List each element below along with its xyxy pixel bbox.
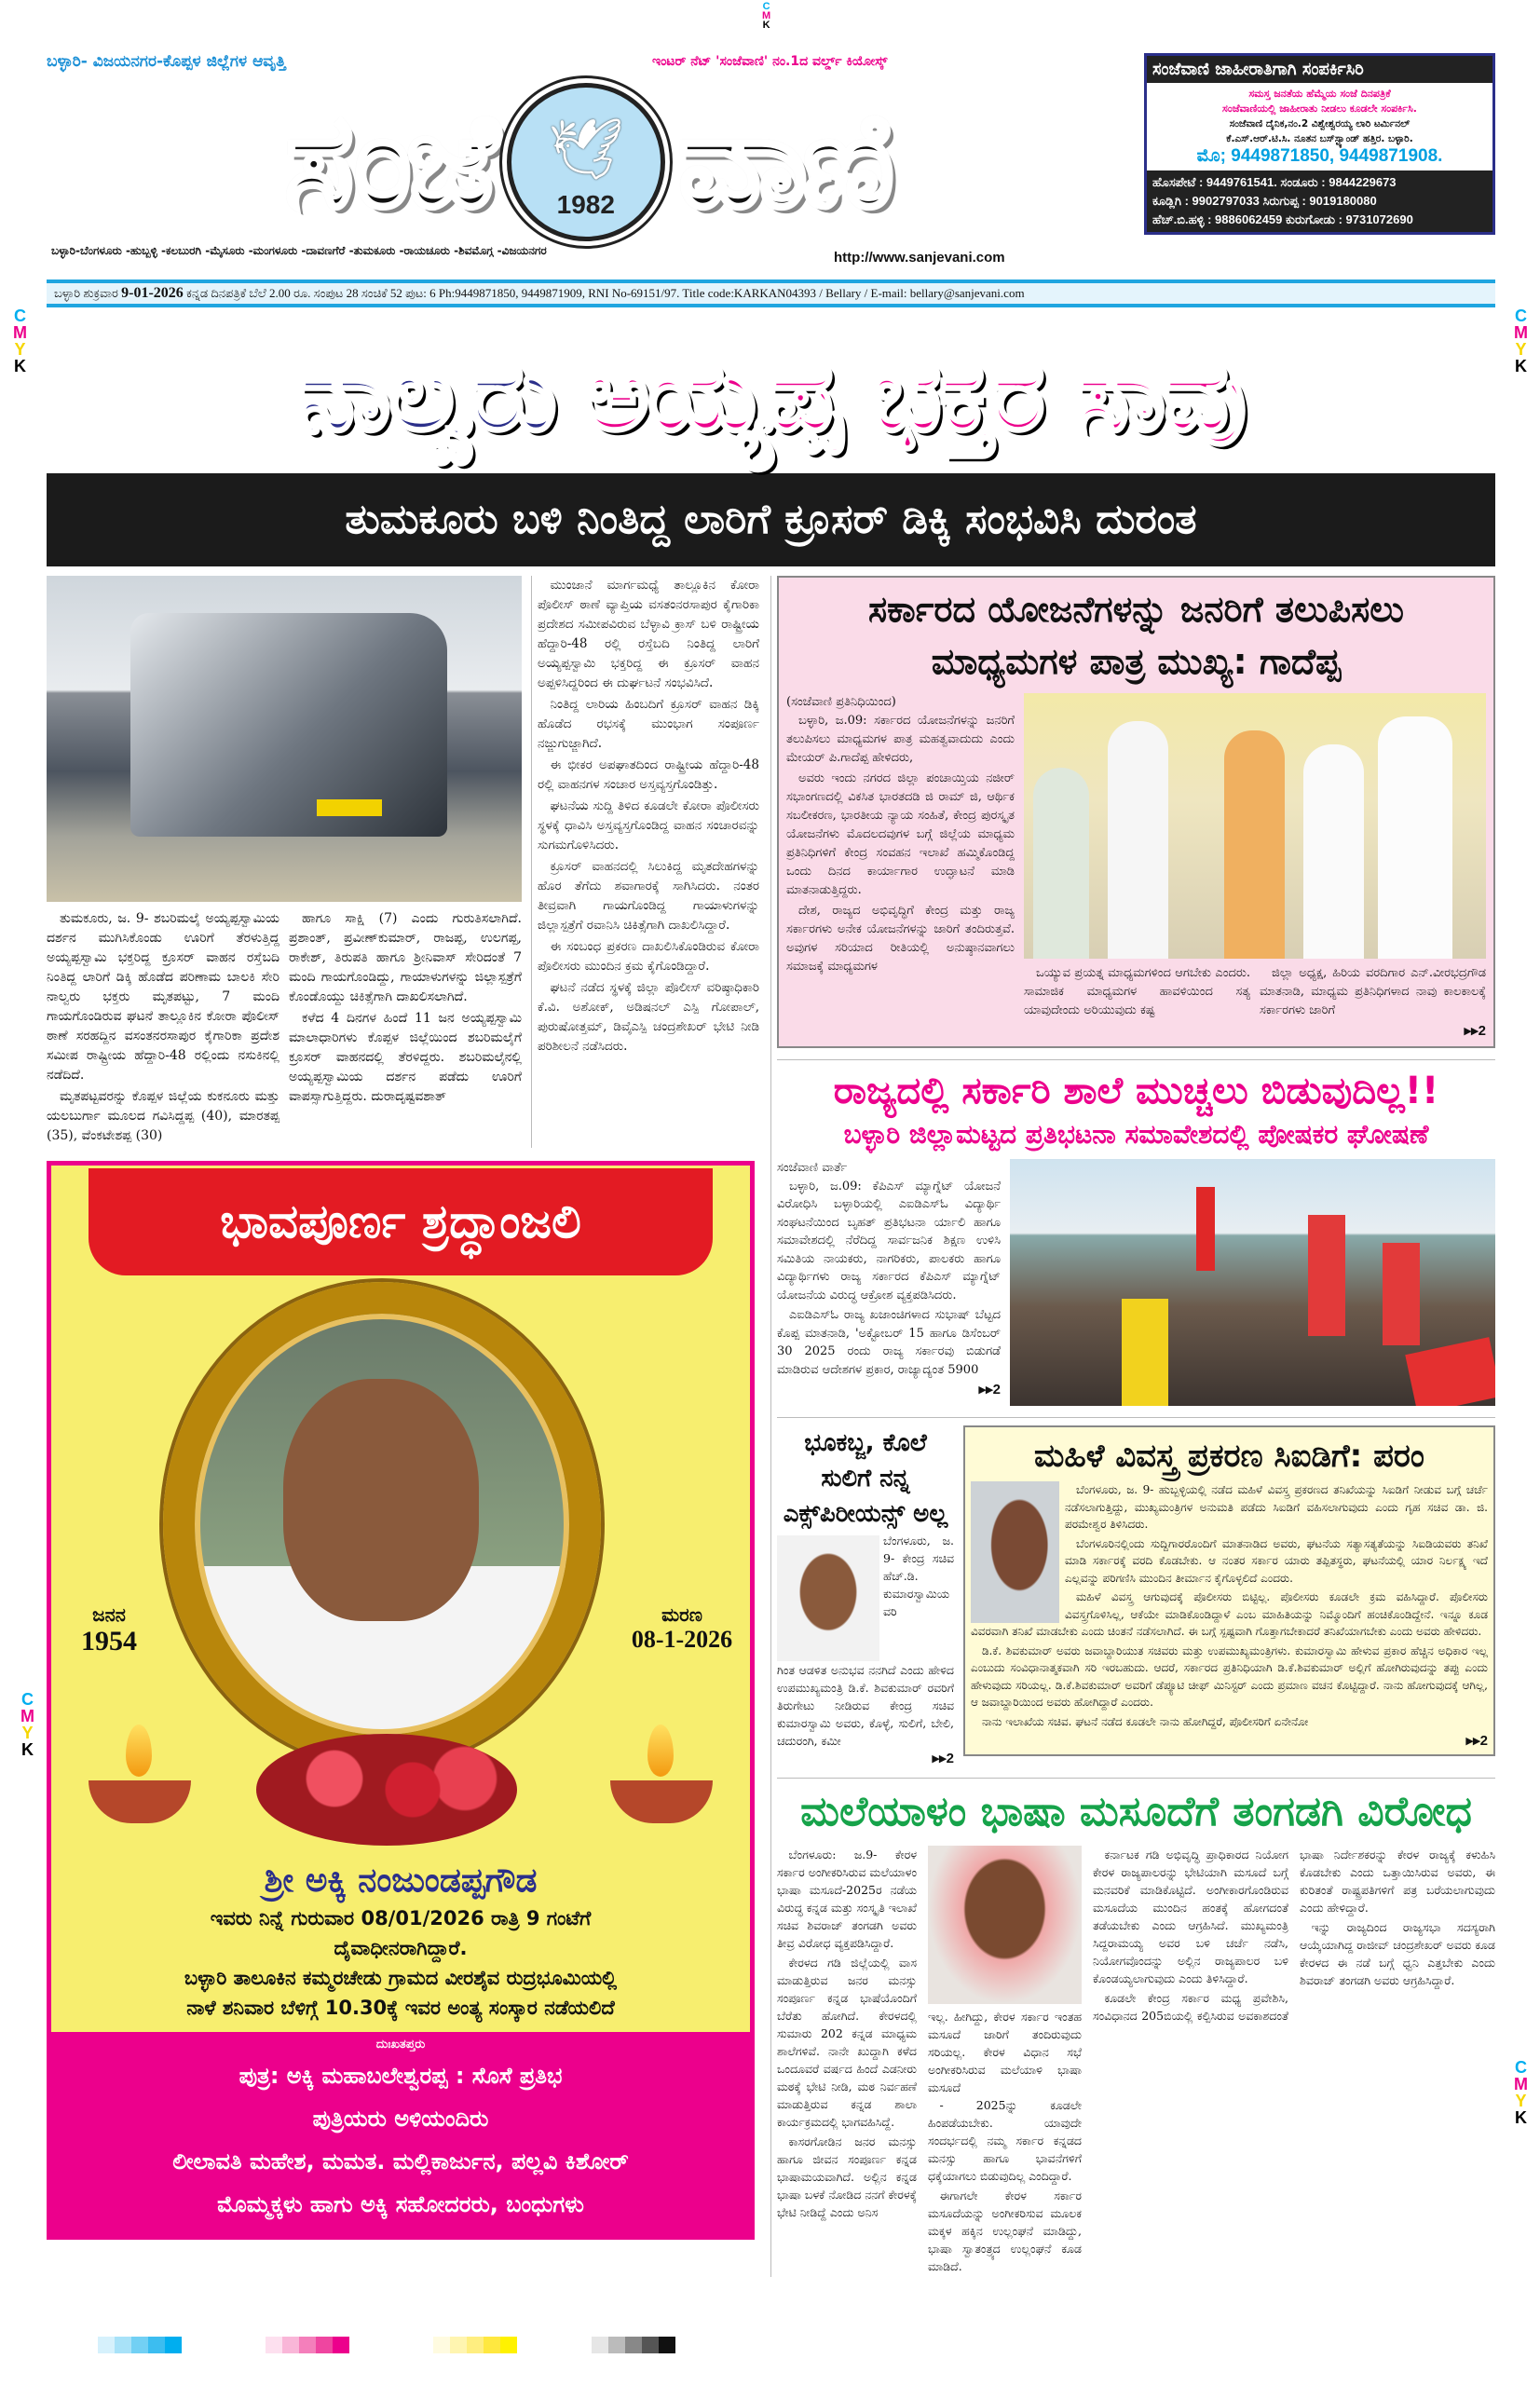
logo-word-left: ಸಂಜೆ [284, 86, 494, 238]
registration-mark-top: C M K [762, 1, 771, 31]
paragraph: ಬಳ್ಳಾರಿ, ಜ.09: ಕೆಪಿಎಸ್ ಮ್ಯಾಗ್ನೆಟ್ ಯೋಜನೆ ವಿರೋಧಿಸಿ ಬಳ್ಳಾರಿಯಲ್ಲಿ ಎಐಡಿಎಸ್‌ಓ ವಿದ್ಯಾರ್ಥಿ ಸಂಘಟನೆಯಿಂದ ಬೃಹತ್ ಪ್ರತಿಭಟನಾ ರ್ಯಾಲಿ ಹಾಗೂ ಸಮಾವೇಶದಲ್ಲಿ ನೆರೆದಿದ್ದ ಸಾರ್ವಜನಿಕ ಶಿಕ್ಷಣ ಉಳಿಸಿ ಸಮಿತಿಯ ನಾಯಕರು, ನಾಗರಿಕರು, ಪಾಲಕರು ಹಾಗೂ ವಿದ್ಯಾರ್ಥಿಗಳು ರಾಜ್ಯ ಸರ್ಕಾರದ ಕೆಪಿಎಸ್ ಮ್ಯಾಗ್ನೆಟ್ ಯೋಜನೆಯ ವಿರುದ್ಧ ಆಕ್ರೋಶ ವ್ಯಕ್ತಪಡಿಸಿದರು. [777, 1179, 1001, 1302]
shivaraj-tangadagi-photo [928, 1846, 1082, 2004]
ad-box-title: ಸಂಜೆವಾಣಿ ಜಾಹೀರಾತಿಗಾಗಿ ಸಂಪರ್ಕಿಸಿರಿ [1152, 60, 1364, 79]
paragraph: ಎಐಡಿಎಸ್‌ಓ ರಾಜ್ಯ ಖಜಾಂಚಿಗಳಾದ ಸುಭಾಷ್ ಬೆಟ್ಟದ ಕೊಪ್ಪ ಮಾತನಾಡಿ, 'ಅಕ್ಟೋಬರ್ 15 ಹಾಗೂ ಡಿಸೆಂಬರ್ 30 2025 ರಂದು ರಾಜ್ಯ ಸರ್ಕಾರವು ಬಿಡುಗಡೆ ಮಾಡಿರುವ ಆದೇಶಗಳ ಪ್ರಕಾರ, ರಾಜ್ಯಾದ್ಯಂತ 5900 [777, 1308, 1001, 1377]
paragraph: ಮೃತಪಟ್ಟವರನ್ನು ಕೊಪ್ಪಳ ಜಿಲ್ಲೆಯ ಕುಕನೂರು ಮತ್ತು ಯಲಬುರ್ಗಾ ಮೂಲದ ಗವಿಸಿದ್ದಪ್ಪ (40), ಮಾರತಪ್ಪ (35), ವೆಂಕಟೇಶಪ್ಪ (30) [47, 1089, 279, 1143]
page-body [47, 280, 1495, 2333]
continued-marker: ▸▸2 [1465, 1733, 1488, 1749]
school-headline-2: ಬಳ್ಳಾರಿ ಜಿಲ್ಲಾಮಟ್ಟದ ಪ್ರತಿಭಟನಾ ಸಮಾವೇಶದಲ್ಲಿ ಪೋಷಕರ ಘೋಷಣೆ [843, 1119, 1429, 1150]
birth-label: ಜನನ [92, 1603, 126, 1626]
registration-mark-right: C M Y K [1514, 307, 1528, 375]
parameshwara-photo [971, 1481, 1059, 1623]
paragraph: ಕಾಸರಗೋಡಿನ ಜನರ ಮನಸ್ಸು ಹಾಗೂ ಜೀವನ ಸಂಪೂರ್ಣ ಕನ್ನಡ ಭಾಷಾಮಯವಾಗಿದೆ. ಅಲ್ಲಿನ ಕನ್ನಡ ಭಾಷಾ ಬಳಕೆ ನೋಡಿದ ನನಗೆ ಕೇರಳಕ್ಕೆ ಭೇಟಿ ನೀಡಿದ್ದೆ ಎಂದು ಅನಿಸ [777, 2134, 917, 2219]
death-label: ಮರಣ [661, 1603, 702, 1626]
byline: ಸಂಜೆವಾಣಿ ವಾರ್ತೆ [777, 1161, 848, 1175]
lead-body-col2 [289, 909, 522, 1148]
obit-line-2: ದೈವಾಧೀನರಾಗಿದ್ದಾರೆ. [334, 1937, 468, 1959]
media-body-col3 [1260, 964, 1486, 1039]
lead-story [47, 576, 759, 1148]
registration-mark-right-lower: C M Y K [1514, 2058, 1528, 2127]
school-article [777, 1059, 1495, 1406]
obituary-banner: ಭಾವಪೂರ್ಣ ಶ್ರದ್ಧಾಂಜಲಿ [89, 1168, 713, 1275]
lead-headline [47, 315, 1495, 473]
paragraph: ಜಿಲ್ಲಾ ಅಧ್ಯಕ್ಷ, ಹಿರಿಯ ವರದಿಗಾರ ಎನ್.ವೀರಭದ್ರಗೌಡ ಮಾತನಾಡಿ, ಮಾಧ್ಯಮ ಪ್ರತಿನಿಧಿಗಳಾದ ನಾವು ಕಾಲಕಾಲಕ್ಕೆ ಸರ್ಕಾರಗಳು ಜಾರಿಗೆ [1260, 966, 1486, 1017]
death-date: 08-1-2026 [631, 1626, 733, 1653]
issue-date: 9-01-2026 [121, 285, 184, 301]
media-body-col2 [1024, 964, 1250, 1039]
mourners-section [51, 2032, 750, 2235]
malayalam-bill-article [777, 1778, 1495, 2277]
deceased-name: ಶ್ರೀ ಅಕ್ಕಿ ನಂಜುಂಡಪ್ಪಗೌಡ [264, 1861, 538, 1900]
branch-phones: ಹೆಚ್.ಬಿ.ಹಳ್ಳಿ : 9886062459 ಕುರುಗೋಡು : 9731072690 [1152, 212, 1413, 226]
oil-lamp-icon [610, 1780, 713, 1823]
continued-marker: ▸▸2 [978, 1382, 1001, 1398]
cid-article [963, 1425, 1495, 1756]
mourner-line: ಪುತ್ರ: ಅಕ್ಕಿ ಮಹಾಬಲೇಶ್ವರಪ್ಪ : ಸೊಸೆ ಪ್ರತಿಭ [238, 2063, 563, 2089]
birth-year: 1954 [81, 1626, 137, 1657]
paragraph: ಬೆಂಗಳೂರು, ಜ. 9- ಹುಬ್ಬಳ್ಳಿಯಲ್ಲಿ ನಡೆದ ಮಹಿಳೆ ವಿವಸ್ತ್ರ ಪ್ರಕರಣದ ತನಿಖೆಯನ್ನು ಸಿಐಡಿಗೆ ನೀಡುವ ಬಗ್ಗೆ ಚರ್ಚೆ ನಡೆಸಲಾಗುತ್ತಿದ್ದು, ಮುಖ್ಯಮಂತ್ರಿಗಳ ಅನುಮತಿ ಪಡೆದು ಸಿಐಡಿಗೆ ವಹಿಸಲಾಗುವುದು ಎಂದು ಗೃಹ ಸಚಿವ ಡಾ. ಜಿ. ಪರಮೇಶ್ವರ ತಿಳಿಸಿದರು. [1065, 1483, 1488, 1531]
paragraph: ನಾನು ಇಲಾಖೆಯ ಸಚಿವ. ಘಟನೆ ನಡೆದ ಕೂಡಲೇ ನಾನು ಹೋಗಿದ್ದರೆ, ಪೊಲೀಸರಿಗೆ ಏನೇನೋ [982, 1714, 1309, 1728]
logo-word-right: ವಾಣಿ [677, 86, 890, 238]
ad-line-2: ಸಂಜೆವಾಣಿಯಲ್ಲಿ ಜಾಹೀರಾತು ನೀಡಲು ಕೂಡಲೇ ಸಂಪರ್ಕಿಸಿ. [1222, 102, 1417, 115]
paragraph: ಅವರು ಇಂದು ನಗರದ ಜಿಲ್ಲಾ ಪಂಚಾಯ್ತಿಯ ನಜೀರ್ ಸಭಾಂಗಣದಲ್ಲಿ ವಿಕಸಿತ ಭಾರತದಡಿ ಜಿ ರಾಮ್ ಜಿ, ಆರ್ಥಿಕ ಸಬಲೀಕರಣ, ಭಾರತೀಯ ನ್ಯಾಯ ಸಂಹಿತೆ, ಕೇಂದ್ರ ಪುರಸ್ಕೃತ ಯೋಜನೆಗಳು ಮೊದಲದವುಗಳ ಬಗ್ಗೆ ಜಿಲ್ಲೆಯ ಮಾಧ್ಯಮ ಪ್ರತಿನಿಧಿಗಳಿಗೆ ಕೇಂದ್ರ ಸಂವಹನ ಇಲಾಖೆ ಹಮ್ಮಿಕೊಂಡಿದ್ದ ಒಂದು ದಿನದ ಕಾರ್ಯಾಗಾರ ಉದ್ಘಾಟನೆ ಮಾಡಿ ಮಾತನಾಡುತ್ತಿದ್ದರು. [786, 771, 1015, 897]
paragraph: ಈ ಭೀಕರ ಅಪಘಾತದಿಂದ ರಾಷ್ಟ್ರೀಯ ಹೆದ್ದಾರಿ-48 ರಲ್ಲಿ ವಾಹನಗಳ ಸಂಚಾರ ಅಸ್ತವ್ಯಸ್ತಗೊಂಡಿತ್ತು. [538, 757, 759, 792]
paragraph: ಈಗಾಗಲೇ ಕೇರಳ ಸರ್ಕಾರ ಮಸೂದೆಯನ್ನು ಅಂಗೀಕರಿಸುವ ಮೂಲಕ ಮಕ್ಕಳ ಹಕ್ಕಿನ ಉಲ್ಲಂಘನೆ ಮಾಡಿದ್ದು, ಭಾಷಾ ಸ್ವಾತಂತ್ರ್ಯದ ಉಲ್ಲಂಘನೆ ಕೂಡ ಮಾಡಿದೆ. [928, 2188, 1082, 2273]
oil-lamp-icon [89, 1780, 191, 1823]
school-body [777, 1159, 1001, 1398]
paragraph: ತುಮಕೂರು, ಜ. 9- ಶಬರಿಮಲೈ ಅಯ್ಯಪ್ಪಸ್ವಾಮಿಯ ದರ್ಶನ ಮುಗಿಸಿಕೊಂಡು ಊರಿಗೆ ತೆರಳುತ್ತಿದ್ದ ಅಯ್ಯಪ್ಪಸ್ವಾಮಿ ಭಕ್ತರಿದ್ದ ಕ್ರೂಸರ್ ವಾಹನ ರಸ್ತೆಬದಿ ನಿಂತಿದ್ದ ಲಾರಿಗೆ ಡಿಕ್ಕಿ ಹೊಡೆದ ಪರಿಣಾಮ ಬಾಲಕಿ ಸೇರಿ ನಾಲ್ವರು ಭಕ್ತರು ಮೃತಪಟ್ಟು, 7 ಮಂದಿ ಗಾಯಗೊಂಡಿರುವ ಘಟನೆ ತಾಲ್ಲೂಕಿನ ಕೋರಾ ಪೊಲೀಸ್ ಠಾಣೆ ಸರಹದ್ದಿನ ವಸಂತನರಸಾಪುರ ಕೈಗಾರಿಕಾ ಪ್ರದೇಶ ಸಮೀಪ ರಾಷ್ಟ್ರೀಯ ಹೆದ್ದಾರಿ-48 ರಲ್ಲಿಂದು ನಸುಕಿನಲ್ಲಿ ನಡೆದಿದೆ. [47, 911, 279, 1083]
mourner-line: ಲೀಲಾವತಿ ಮಹೇಶ, ಮಮತ. ಮಲ್ಲಿಕಾರ್ಜುನ, ಪಲ್ಲವಿ ಕಿಶೋರ್ [172, 2148, 629, 2175]
black-calibration-bar [592, 2337, 675, 2353]
workshop-photo [1024, 693, 1486, 959]
registration-mark-left-lower: C M Y K [20, 1690, 34, 1759]
obit-line-1: ಇವರು ನಿನ್ನೆ ಗುರುವಾರ 08/01/2026 ರಾತ್ರಿ 9 ಗಂಟೆಗೆ [210, 1907, 592, 1929]
birth-info [62, 1603, 156, 1657]
obit-line-4: ನಾಳೆ ಶನಿವಾರ ಬೆಳಿಗ್ಗೆ 10.30ಕ್ಕೆ ಇವರ ಅಂತ್ಯ ಸಂಸ್ಕಾರ ನಡೆಯಲಿದೆ [186, 1997, 615, 2019]
paragraph: ಮುಂಜಾನೆ ಮಾರ್ಗಮಧ್ಯೆ ತಾಲ್ಲೂಕಿನ ಕೋರಾ ಪೊಲೀಸ್ ಠಾಣೆ ವ್ಯಾಪ್ತಿಯ ವಸತಂನರಸಾಪುರ ಕೈಗಾರಿಕಾ ಪ್ರದೇಶದ ಸಮೀಪವಿರುವ ಬೆಳ್ಳಾವಿ ಕ್ರಾಸ್ ಬಳಿ ರಾಷ್ಟ್ರೀಯ ಹೆದ್ದಾರಿ-48 ರಲ್ಲಿ ರಸ್ತೆಬದಿ ನಿಂತಿದ್ದ ಲಾರಿಗೆ ಅಯ್ಯಪ್ಪಸ್ವಾಮಿ ಭಕ್ತರಿದ್ದ ಈ ಕ್ರೂಸರ್ ವಾಹನ ಅಪ್ಪಳಿಸಿದ್ದರಿಂದ ಈ ದುರ್ಘಟನೆ ಸಂಭವಿಸಿದೆ. [538, 578, 759, 690]
paragraph: ದೇಶ, ರಾಜ್ಯದ ಅಭಿವೃದ್ಧಿಗೆ ಕೇಂದ್ರ ಮತ್ತು ರಾಜ್ಯ ಸರ್ಕಾರಗಳು ಅನೇಕ ಯೋಜನೆಗಳನ್ನು ಜಾರಿಗೆ ತಂದಿರುತ್ತವೆ. ಅವುಗಳ ಸರಿಯಾದ ರೀತಿಯಲ್ಲಿ ಅನುಷ್ಠಾನವಾಗಲು ಸಮಾಜಕ್ಕೆ ಮಾಧ್ಯಮಗಳ [786, 904, 1015, 974]
contact-info: Ph:9449871850, 9449871909, RNI No-69151/97. Title code:KARKAN04393 / Bellary / E-mail: bellary@sanjevani.com [438, 286, 1025, 300]
obit-line-3: ಬಳ್ಳಾರಿ ತಾಲೂಕಿನ ಕಮ್ಮರಚೇಡು ಗ್ರಾಮದ ವೀರಶೈವ ರುದ್ರಭೂಮಿಯಲ್ಲಿ [184, 1967, 618, 1989]
kumaraswamy-photo [777, 1535, 879, 1661]
ad-phone: ಮೊ; 9449871850, 9449871908. [1196, 146, 1443, 166]
paragraph: ಕ್ರೂಸರ್ ವಾಹನದಲ್ಲಿ ಸಿಲುಕಿದ್ದ ಮೃತದೇಹಗಳನ್ನು ಹೊರ ತೆಗೆದು ಶವಾಗಾರಕ್ಕೆ ಸಾಗಿಸಿದರು. ನಂತರ ತೀವ್ರವಾಗಿ ಗಾಯಗೊಂಡಿದ್ದ ಗಾಯಾಳುಗಳನ್ನು ಜಿಲ್ಲಾಸ್ಪತ್ರೆಗೆ ರವಾನಿಸಿ ಚಿಕಿತ್ಸೆಗಾಗಿ ದಾಖಲಿಸಿದ್ದಾರೆ. [538, 859, 759, 933]
dove-icon: 🕊 [548, 116, 624, 184]
kumaraswamy-article [777, 1425, 954, 1766]
branch-phones: ಕೂಡ್ಲಿಗಿ : 9902797033 ಸಿರುಗುಪ್ಪ : 9019180080 [1152, 194, 1377, 208]
internet-kiosk-line: ಇಂಟರ್ ನೆಟ್ 'ಸಂಜೆವಾಣಿ' ನಂ.1ದ ವರ್ಲ್ಡ್ ಕಿಯೋಸ್ಕ್ [652, 54, 888, 69]
paragraph: ಹಾಗೂ ಸಾಕ್ಷಿ (7) ಎಂದು ಗುರುತಿಸಲಾಗಿದೆ. ಪ್ರಶಾಂತ್, ಪ್ರವೀಣ್‌ಕುಮಾರ್, ರಾಜಪ್ಪ, ಉಲಗಪ್ಪ, ರಾಕೇಶ್, ತಿರುಪತಿ ಹಾಗೂ ಶ್ರೀನಿವಾಸ್ ಸೇರಿದಂತೆ 7 ಮಂದಿ ಗಾಯಗೊಂಡಿದ್ದು, ಗಾಯಾಳುಗಳನ್ನು ಜಿಲ್ಲಾಸ್ಪತ್ರೆಗೆ ಕೊಂಡೊಯ್ದು ಚಿಕಿತ್ಸೆಗಾಗಿ ದಾಖಲಿಸಲಾಗಿದೆ. [289, 911, 522, 1004]
yellow-calibration-bar [433, 2337, 517, 2353]
media-body-col1 [786, 693, 1015, 1039]
obituary-ad [47, 1161, 755, 2240]
edition-cities: ಬಳ್ಳಾರಿ-ಬೆಂಗಳೂರು -ಹುಬ್ಬಳ್ಳಿ -ಕಲಬುರಗಿ -ಮೈಸೂರು -ಮಂಗಳೂರು -ದಾವಣಗೆರೆ -ತುಮಕೂರು -ರಾಯಚೂರು -ಶಿವಮೊಗ್ಗ -ವಿಜಯನಗರ [51, 244, 547, 257]
malayalam-body-col3 [1093, 1846, 1495, 2277]
paragraph: ಇನ್ನು ರಾಜ್ಯದಿಂದ ರಾಜ್ಯಸಭಾ ಸದಸ್ಯರಾಗಿ ಆಯ್ಕೆಯಾಗಿದ್ದ ರಾಜೀವ್ ಚಂದ್ರಶೇಖರ್ ಅವರು ಕೂಡ ಕೇರಳದ ಈ ನಡೆ ಬಗ್ಗೆ ಧ್ವನಿ ಎತ್ತಬೇಕು ಎಂದು ಶಿವರಾಜ್ ತಂಗಡಗಿ ಅವರು ಆಗ್ರಹಿಸಿದ್ದಾರೆ. [1300, 1920, 1495, 1987]
paragraph: ನಿಂತಿದ್ದ ಲಾರಿಯ ಹಿಂಬದಿಗೆ ಕ್ರೂಸರ್ ವಾಹನ ಡಿಕ್ಕಿ ಹೊಡೆದ ರಭಸಕ್ಕೆ ಮುಂಭಾಗ ಸಂಪೂರ್ಣ ನಜ್ಜುಗುಜ್ಜಾಗಿದೆ. [538, 697, 759, 751]
paragraph: ಬಳ್ಳಾರಿ, ಜ.09: ಸರ್ಕಾರದ ಯೋಜನೆಗಳನ್ನು ಜನರಿಗೆ ತಲುಪಿಸಲು ಮಾಧ್ಯಮಗಳ ಪಾತ್ರ ಮಹತ್ವವಾದುದು ಎಂದು ಮೇಯರ್ ಪಿ.ಗಾದೆಪ್ಪ ಹೇಳಿದರು, [786, 714, 1015, 765]
media-article [777, 576, 1495, 1048]
paragraph: ಘಟನೆ ನಡೆದ ಸ್ಥಳಕ್ಕೆ ಜಿಲ್ಲಾ ಪೊಲೀಸ್ ವರಿಷ್ಠಾಧಿಕಾರಿ ಕೆ.ವಿ. ಅಶೋಕ್, ಅಡಿಷನಲ್ ಎಸ್ಪಿ ಗೋಪಾಲ್, ಪುರುಷೋತ್ತಮ್, ಡಿವೈಎಸ್ಪಿ ಚಂದ್ರಶೇಖರ್ ಭೇಟಿ ನೀಡಿ ಪರಿಶೀಲನೆ ನಡೆಸಿದರು. [538, 980, 759, 1054]
kumaraswamy-body: ಗಿಂತ ಆಡಳಿತ ಅನುಭವ ನನಗಿದೆ ಎಂದು ಹೇಳಿದ ಉಪಮುಖ್ಯಮಂತ್ರಿ ಡಿ.ಕೆ. ಶಿವಕುಮಾರ್ ರವರಿಗೆ ತಿರುಗೇಟು ನೀಡಿರುವ ಕೇಂದ್ರ ಸಚಿವ ಕುಮಾರಸ್ವಾಮಿ ಅವರು, ಕೊಳ್ಳೆ, ಸುಲಿಗೆ, ಬೇಲಿ, ಚದುರಂಗಿ, ಕಮೀ [777, 1663, 954, 1748]
paragraph: ಘಟನೆಯ ಸುದ್ದಿ ತಿಳಿದ ಕೂಡಲೇ ಕೋರಾ ಪೊಲೀಸರು ಸ್ಥಳಕ್ಕೆ ಧಾವಿಸಿ ಅಸ್ತವ್ಯಸ್ತಗೊಂಡಿದ್ದ ವಾಹನ ಸಂಚಾರವನ್ನು ಸುಗಮಗೊಳಿಸಿದರು. [538, 798, 759, 852]
cid-headline: ಮಹಿಳೆ ವಿವಸ್ತ್ರ ಪ್ರಕರಣ ಸಿಐಡಿಗೆ: ಪರಂ [1034, 1438, 1424, 1475]
rose-bouquet [256, 1734, 517, 1846]
branch-phones: ಹೊಸಪೇಟೆ : 9449761541. ಸಂಡೂರು : 9844229673 [1152, 175, 1397, 189]
media-headline-2: ಮಾಧ್ಯಮಗಳ ಪಾತ್ರ ಮುಖ್ಯ: ಗಾದೆಪ್ಪ [931, 641, 1342, 682]
ad-address-1: ಸಂಜೆವಾಣಿ ದೈನಿಕ,ನಂ.2 ವಿಶ್ವೇಶ್ವರಯ್ಯ ಲಾರಿ ಟರ್ಮಿನಲ್ [1229, 118, 1411, 130]
date-info-bar [47, 280, 1495, 307]
paragraph: ಈ ಸಂಬಂಧ ಪ್ರಕರಣ ದಾಖಲಿಸಿಕೊಂಡಿರುವ ಕೋರಾ ಪೊಲೀಸರು ಮುಂದಿನ ಕ್ರಮ ಕೈಗೊಂಡಿದ್ದಾರೆ. [538, 939, 759, 974]
lead-headline-part2: ಅಯ್ಯಪ್ಪ ಭಕ್ತರ ಸಾವು [582, 334, 1245, 454]
mourner-line: ಮೊಮ್ಮಕ್ಕಳು ಹಾಗು ಅಕ್ಕಿ ಸಹೋದರರು, ಬಂಧುಗಳು [217, 2191, 584, 2217]
malayalam-headline: ಮಲೆಯಾಳಂ ಭಾಷಾ ಮಸೂದೆಗೆ ತಂಗಡಗಿ ವಿರೋಧ [800, 1788, 1472, 1835]
paragraph: ಕರ್ನಾಟಕ ಗಡಿ ಅಭಿವೃದ್ಧಿ ಪ್ರಾಧಿಕಾರದ ನಿಯೋಗ ಕೇರಳ ರಾಜ್ಯಪಾಲರನ್ನು ಭೇಟಿಯಾಗಿ ಮಸೂದೆ ಬಗ್ಗೆ ಮನವರಿಕೆ ಮಾಡಿಕೊಟ್ಟಿದೆ. ಅಂಗೀಕಾರಗೊಂಡಿರುವ ಮಸೂದೆಯ ಮುಂದಿನ ಹಂತಕ್ಕೆ ಹೋಗದಂತೆ ತಡೆಯಬೇಕು ಎಂದು ಆಗ್ರಹಿಸಿದೆ. ಮುಖ್ಯಮಂತ್ರಿ ಸಿದ್ದರಾಮಯ್ಯ ಅವರ ಬಳಿ ಚರ್ಚೆ ನಡೆಸಿ, ನಿಯೋಗವೊಂದನ್ನು ಅಲ್ಲಿನ ರಾಜ್ಯಪಾಲರ ಬಳಿ ಕೊಂಡಯ್ಯಲಾಗುವುದು ಎಂದು ತಿಳಿಸಿದ್ದಾರೆ. [1093, 1847, 1288, 1985]
paragraph: ಕೇರಳದ ಗಡಿ ಜಿಲ್ಲೆಯಲ್ಲಿ ವಾಸ ಮಾಡುತ್ತಿರುವ ಜನರ ಮನಸ್ಸು ಸಂಪೂರ್ಣ ಕನ್ನಡ ಭಾಷೆಯೊಂದಿಗೆ ಬೆರೆತು ಹೋಗಿದೆ. ಕೇರಳದಲ್ಲಿ ಸುಮಾರು 202 ಕನ್ನಡ ಮಾಧ್ಯಮ ಶಾಲೆಗಳಿವೆ. ನಾನೇ ಖುದ್ದಾಗಿ ಕಳೆದ ಒಂದೂವರೆ ವರ್ಷದ ಹಿಂದೆ ಎಡನೀರು ಮಠಕ್ಕೆ ಭೇಟಿ ನೀಡಿ, ಮಠ ನಿರ್ವಹಣೆ ಮಾಡುತ್ತಿರುವ ಕನ್ನಡ ಶಾಲಾ ಕಾರ್ಯಕ್ರಮದಲ್ಲಿ ಭಾಗವಹಿಸಿದ್ದೆ. [777, 1956, 917, 2129]
death-info [621, 1603, 743, 1654]
malayalam-body-col2 [928, 2096, 1082, 2275]
mourner-line: ಪುತ್ರಿಯರು ಅಳಿಯಂದಿರು [312, 2106, 489, 2132]
lead-subheadline: ತುಮಕೂರು ಬಳಿ ನಿಂತಿದ್ದ ಲಾರಿಗೆ ಕ್ರೂಸರ್ ಡಿಕ್ಕಿ ಸಂಭವಿಸಿ ದುರಂತ [47, 473, 1495, 566]
ad-line-1: ಸಮಸ್ತ ಜನತೆಯ ಹೆಮ್ಮೆಯ ಸಂಜೆ ದಿನಪತ್ರಿಕೆ [1248, 88, 1391, 100]
paragraph: ಕೂಡಲೇ ಕೇಂದ್ರ ಸರ್ಕಾರ ಮಧ್ಯ ಪ್ರವೇಶಿಸಿ, ಸಂವಿಧಾನದ 205ಬಿಯಲ್ಲಿ ಕಲ್ಪಿಸಿರುವ ಅವಕಾಶದಂತೆ ಭಾಷಾ ನಿರ್ದೇಶಕರನ್ನು ಕೇರಳ ರಾಜ್ಯಕ್ಕೆ ಕಳುಹಿಸಿ ಕೊಡಬೇಕು ಎಂದು ಒತ್ತಾಯಿಸಿರುವ ಅವರು, ಈ ಕುರಿತಂತೆ ರಾಷ್ಟ್ರಪತಿಗಳಿಗೆ ಪತ್ರ ಬರೆಯಲಾಗುವುದು ಎಂದು ಹೇಳಿದ್ದಾರೆ. [1093, 1847, 1495, 2023]
media-headline-1: ಸರ್ಕಾರದ ಯೋಜನೆಗಳನ್ನು ಜನರಿಗೆ ತಲುಪಿಸಲು [867, 589, 1405, 630]
mourners-label: ದುಃಖತಪ್ತರು [375, 2038, 426, 2052]
lead-body-col1 [47, 909, 279, 1148]
lead-body-col3 [531, 576, 759, 1148]
registration-mark-left: C M Y K [13, 307, 27, 375]
ad-address-2: ಕೆ.ಎಸ್.ಆರ್.ಟಿ.ಸಿ. ನೂತನ ಬಸ್‌ಸ್ಟ್ಯಾಂಡ್ ಹತ್ತಿರ. ಬಳ್ಳಾರಿ. [1226, 133, 1413, 144]
paragraph: ಡಿ.ಕೆ. ಶಿವಕುಮಾರ್ ಅವರು ಜವಾಬ್ದಾರಿಯುತ ಸಚಿವರು ಮತ್ತು ಉಪಮುಖ್ಯಮಂತ್ರಿಗಳು. ಕುಮಾರಸ್ವಾಮಿ ಹೇಳುವ ಪ್ರಕಾರ ಹೆಚ್ಚಿನ ಅಧಿಕಾರ ಇಲ್ಲ ಎಂಬುದು ಸಂವಿಧಾನಾತ್ಮಕವಾಗಿ ಸರಿ ಇರಬಹುದು. ಆದರೆ, ಸರ್ಕಾರದ ಪ್ರತಿನಿಧಿಯಾಗಿ ಡಿ.ಕೆ.ಶಿವಕುಮಾರ್ ಅಲ್ಲಿಗೆ ಹೋಗಿರುವುದನ್ನು ತಪ್ಪು ಎಂದು ಹೇಳುವುದು ಸರಿಯಲ್ಲ. ಡಿ.ಕೆ.ಶಿವಕುಮಾರ್ ಅವರಿಗೆ ಡೆಪ್ಯೂಟಿ ಚೀಫ್ ಮಿನಿಸ್ಟರ್ ಎಂದು ಪ್ರಮಾಣ ವಚನ ಕೊಟ್ಟಿದ್ದಾರೆ. ನಾನು ಹೋಗುವುದಕ್ಕೆ ಆಗಿಲ್ಲ, ಆ ಜವಾಬ್ದಾರಿಯಿಂದ ಅವರು ಹೋಗಿದ್ದಾರೆ ಎಂದರು. [971, 1643, 1488, 1709]
cyan-calibration-bar [98, 2337, 182, 2353]
newspaper-logo [42, 82, 1132, 242]
paragraph: ಒಯ್ಯುವ ಪ್ರಯತ್ನ ಮಾಧ್ಯಮಗಳಿಂದ ಆಗಬೇಕು ಎಂದರು. ಸಾಮಾಜಿಕ ಮಾಧ್ಯಮಗಳ ಹಾವಳಿಯಿಂದ ಸತ್ಯ ಯಾವುದೇಂದು ಅರಿಯುವುದು ಕಷ್ಟ [1024, 966, 1250, 1017]
paragraph: ಬೆಂಗಳೂರಿನಲ್ಲಿಂದು ಸುದ್ದಿಗಾರರೊಂದಿಗೆ ಮಾತನಾಡಿದ ಅವರು, ಘಟನೆಯ ಸತ್ಯಾಸತ್ಯತೆಯನ್ನು ಸಿಐಡಿಯವರು ತನಿಖೆ ಮಾಡಿ ಸರ್ಕಾರಕ್ಕೆ ವರದಿ ಕೊಡಬೇಕು. ಆ ನಂತರ ಸರ್ಕಾರ ಯಾರು ತಪ್ಪಿತಸ್ಥರು, ಘಟನೆಯಲ್ಲಿ ಯಾರ ನಿರ್ಲಕ್ಷ್ಯ ಇದೆ ಎಲ್ಲವನ್ನು ಪರಿಗಣಿಸಿ ಮುಂದಿನ ತೀರ್ಮಾನ ಕೈಗೊಳ್ಳಲಿದೆ ಎಂದರು. [1065, 1536, 1488, 1585]
portrait-photo [283, 1379, 479, 1621]
lamp-flame-icon [126, 1725, 152, 1777]
price: ಕನ್ನಡ ದಿನಪತ್ರಿಕೆ ಬೆಲೆ 2.00 ರೂ. [186, 286, 311, 300]
protest-photo [1010, 1159, 1495, 1406]
continued-marker: ▸▸2 [932, 1751, 954, 1766]
website-link[interactable]: http://www.sanjevani.com [834, 250, 1005, 266]
edition-tagline: ಬಳ್ಳಾರಿ- ವಿಜಯನಗರ-ಕೊಪ್ಪಳ ಜಿಲ್ಲೆಗಳ ಆವೃತ್ತಿ [47, 52, 286, 71]
school-headline-1: ರಾಜ್ಯದಲ್ಲಿ ಸರ್ಕಾರಿ ಶಾಲೆ ಮುಚ್ಚಲು ಬಿಡುವುದಿಲ್ಲ!! [833, 1070, 1439, 1112]
advertising-contact-box [1144, 53, 1495, 235]
paragraph: ಕಳೆದ 4 ದಿನಗಳ ಹಿಂದೆ 11 ಜನ ಅಯ್ಯಪ್ಪಸ್ವಾಮಿ ಮಾಲಾಧಾರಿಗಳು ಕೊಪ್ಪಳ ಜಿಲ್ಲೆಯಿಂದ ಶಬರಿಮಲೈಗೆ ಕ್ರೂಸರ್ ವಾಹನದಲ್ಲಿ ತೆರಳಿದ್ದರು. ಶಬರಿಮಲೈನಲ್ಲಿ ಅಯ್ಯಪ್ಪಸ್ವಾಮಿಯ ದರ್ಶನ ಪಡೆದು ಊರಿಗೆ ವಾಪಸ್ಸಾಗುತ್ತಿದ್ದರು. ದುರಾದೃಷ್ಟವಶಾತ್ [289, 1011, 522, 1104]
volume-issue: ಸಂಪುಟ 28 ಸಂಚಿಕೆ 52 ಪುಟ: 6 [313, 286, 436, 300]
paragraph: - 2025ನ್ನು ಕೂಡಲೇ ಹಿಂಪಡೆಯಬೇಕು. ಯಾವುದೇ ಸಂದರ್ಭದಲ್ಲಿ ನಮ್ಮ ಸರ್ಕಾರ ಕನ್ನಡದ ಮನಸ್ಸು ಹಾಗೂ ಭಾವನೆಗಳಿಗೆ ಧಕ್ಕೆಯಾಗಲು ಬಿಡುವುದಿಲ್ಲ ಎಂದಿದ್ದಾರೆ. [928, 2098, 1082, 2183]
paragraph: ಬೆಂಗಳೂರು: ಜ.9- ಕೇರಳ ಸರ್ಕಾರ ಅಂಗೀಕರಿಸಿರುವ ಮಲೆಯಾಳಂ ಭಾಷಾ ಮಸೂದೆ-2025ರ ನಡೆಯ ವಿರುದ್ಧ ಕನ್ನಡ ಮತ್ತು ಸಂಸ್ಕೃತಿ ಇಲಾಖೆ ಸಚಿವ ಶಿವರಾಜ್ ತಂಗಡಗಿ ಅವರು ತೀವ್ರ ವಿರೋಧ ವ್ಯಕ್ತಪಡಿಸಿದ್ದಾರೆ. [777, 1847, 918, 1950]
portrait-frame [163, 1282, 601, 1766]
place-day: ಬಳ್ಳಾರಿ ಶುಕ್ರವಾರ [54, 286, 118, 300]
lead-headline-part1: ನಾಲ್ವರು [297, 334, 554, 454]
accident-photo [47, 576, 522, 902]
malayalam-body-col1 [777, 1846, 917, 2277]
malayalam-body-side: ಇಲ್ಲ. ಹೀಗಿದ್ದು, ಕೇರಳ ಸರ್ಕಾರ ಇಂತಹ ಮಸೂದೆ ಜಾರಿಗೆ ತಂದಿರುವುದು ಸರಿಯಲ್ಲ. ಕೇರಳ ವಿಧಾನ ಸಭೆ ಅಂಗೀಕರಿಸಿರುವ ಮಲೆಯಾಳಿ ಭಾಷಾ ಮಸೂದೆ [928, 2010, 1082, 2094]
kumaraswamy-headline: ಭೂಕಬ್ಜ, ಕೊಲೆ ಸುಲಿಗೆ ನನ್ನ ಎಕ್ಸ್‌ಪಿರೀಯನ್ಸ್ ಅಲ್ಲ [783, 1429, 948, 1528]
magenta-calibration-bar [266, 2337, 349, 2353]
lamp-flame-icon [647, 1725, 674, 1777]
byline: (ಸಂಜೆವಾಣಿ ಪ್ರತಿನಿಧಿಯಿಂದ) [786, 695, 896, 709]
continued-marker: ▸▸2 [1464, 1023, 1486, 1039]
logo-year: 1982 [556, 190, 615, 219]
paragraph: ಮಹಿಳೆ ವಿವಸ್ತ್ರ ಆಗುವುದಕ್ಕೆ ಪೊಲೀಸರು ಬಿಟ್ಟಿಲ್ಲ. ಪೊಲೀಸರು ಕೂಡಲೇ ಕ್ರಮ ವಹಿಸಿದ್ದಾರೆ. ಪೊಲೀಸರು ವಿವಸ್ತ್ರಗೊಳಿಸಿಲ್ಲ, ಆಕೆಯೇ ಮಾಡಿಕೊಂಡಿದ್ದಾಳೆ ಎಂಬ ಮಾಹಿತಿಯನ್ನು ನಿಮ್ಮೊಂದಿಗೆ ಹಂಚಿಕೊಂಡಿದ್ದೇನೆ. ಇನ್ನೂ ಕೂಡ ವಿವರವಾಗಿ ತನಿಖೆ ಮಾಡಬೇಕು ಎಂದು ಚಿಂತನೆ ನಡೆಸಲಾಗಿದೆ. ಈ ಬಗ್ಗೆ ಸ್ಪಷ್ಟವಾಗಿ ಗೊತ್ತಾಗಬೇಕಾದರೆ ತನಿಖೆಯಾಗಬೇಕು ಎಂದು ಅವರು ಹೇಳಿದರು. [971, 1590, 1488, 1638]
dove-emblem [507, 83, 665, 241]
kumaraswamy-body-side: ಬೆಂಗಳೂರು, ಜ. 9- ಕೇಂದ್ರ ಸಚಿವ ಹೆಚ್.ಡಿ. ಕುಮಾರಸ್ವಾಮಿಯವರಿ [883, 1534, 954, 1618]
